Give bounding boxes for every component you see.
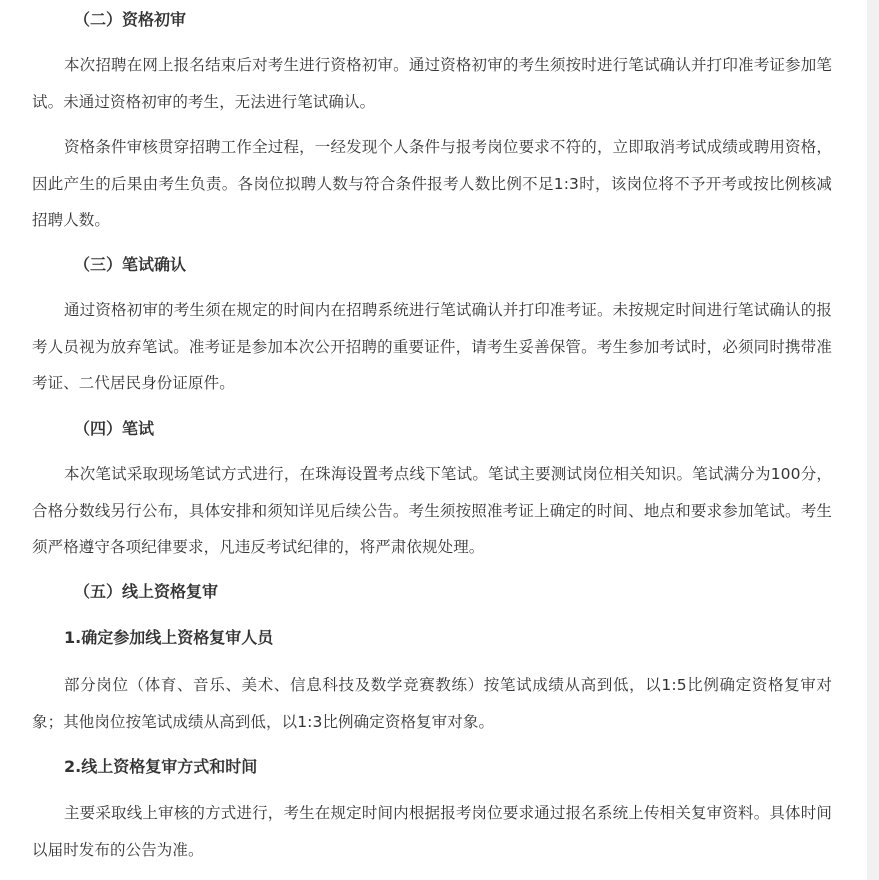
- section-heading-qualification-review: （二）资格初审: [74, 10, 187, 29]
- section-heading-written-test-confirmation: （三）笔试确认: [74, 255, 187, 274]
- paragraph: 主要采取线上审核的方式进行，考生在规定时间内根据报考岗位要求通过报名系统上传相关复审资料。具体时间以届时发布的公告为准。: [32, 804, 832, 859]
- sub-heading-review-candidates: 1.确定参加线上资格复审人员: [64, 628, 274, 647]
- scrollbar-thumb[interactable]: [869, 0, 877, 880]
- paragraph: 本次招聘在网上报名结束后对考生进行资格初审。通过资格初审的考生须按时进行笔试确认并打印准考证参加笔试。未通过资格初审的考生，无法进行笔试确认。: [32, 56, 832, 111]
- paragraph: 资格条件审核贯穿招聘工作全过程，一经发现个人条件与报考岗位要求不符的，立即取消考试成绩或聘用资格，因此产生的后果由考生负责。各岗位拟聘人数与符合条件报考人数比例不足1:3时，该岗位将不予开考或按比例核减招聘人数。: [32, 138, 832, 229]
- section-heading-written-test: （四）笔试: [74, 419, 155, 438]
- paragraph: 通过资格初审的考生须在规定的时间内在招聘系统进行笔试确认并打印准考证。未按规定时间进行笔试确认的报考人员视为放弃笔试。准考证是参加本次公开招聘的重要证件，请考生妥善保管。考生参加考试时，必须同时携带准考证、二代居民身份证原件。: [32, 301, 832, 392]
- sub-heading-review-method: 2.线上资格复审方式和时间: [64, 757, 258, 776]
- paragraph: 本次笔试采取现场笔试方式进行，在珠海设置考点线下笔试。笔试主要测试岗位相关知识。笔试满分为100分，合格分数线另行公布，具体安排和须知详见后续公告。考生须按照准考证上确定的时间、地点和要求参加笔试。考生须严格遵守各项纪律要求，凡违反考试纪律的，将严肃依规处理。: [32, 465, 832, 556]
- paragraph: 部分岗位（体育、音乐、美术、信息科技及数学竞赛教练）按笔试成绩从高到低，以1:5比例确定资格复审对象；其他岗位按笔试成绩从高到低，以1:3比例确定资格复审对象。: [32, 676, 832, 731]
- section-heading-online-review: （五）线上资格复审: [74, 582, 219, 601]
- scrollbar[interactable]: [867, 0, 879, 880]
